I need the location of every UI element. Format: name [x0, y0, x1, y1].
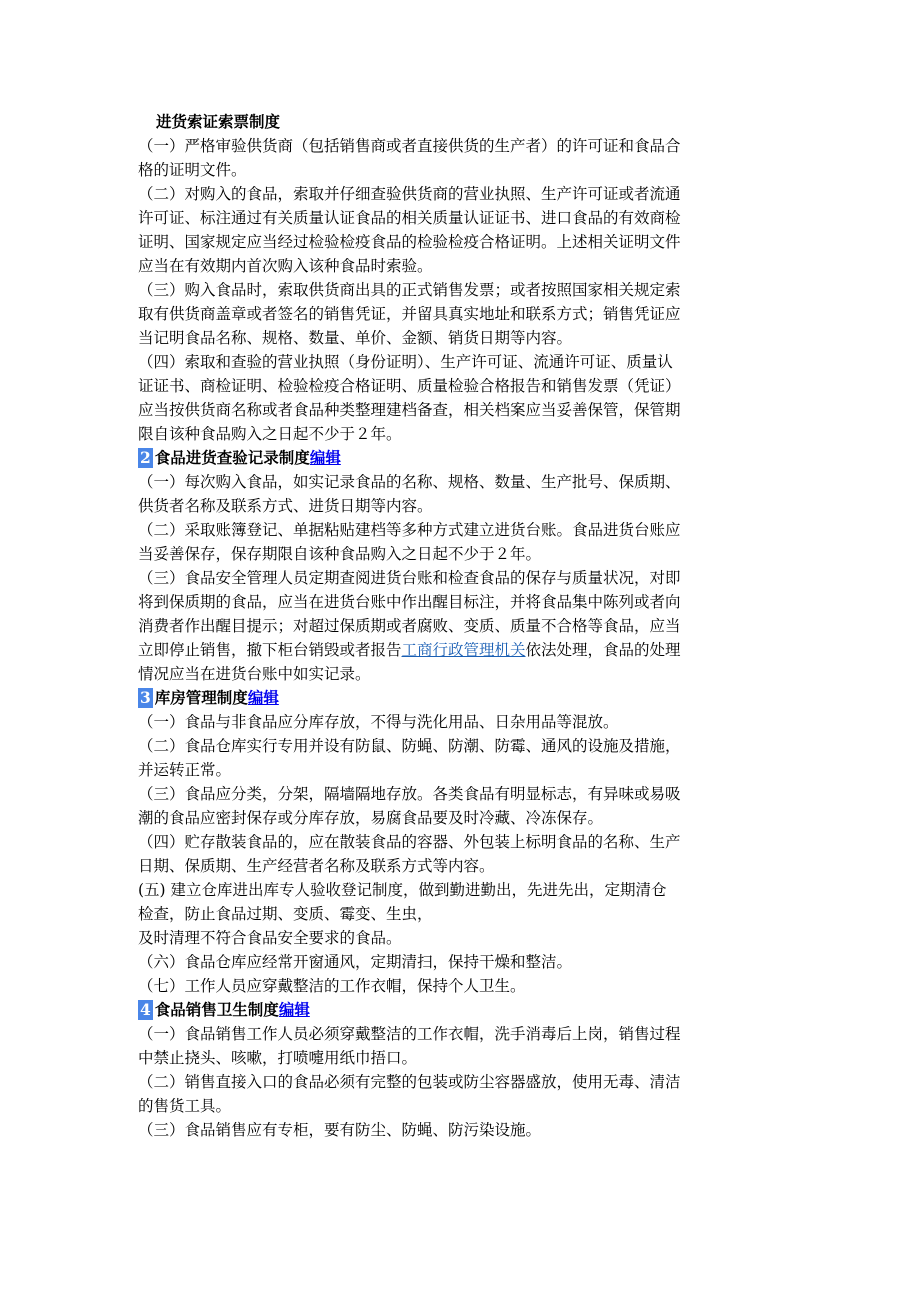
text-line: 检查，防止食品过期、变质、霉变、生虫，	[138, 905, 433, 923]
text-line: 证明、国家规定应当经过检验检疫食品的检验检疫合格证明。上述相关证明文件	[138, 233, 681, 251]
text-line: （三）食品销售应有专柜，要有防尘、防蝇、防污染设施。	[138, 1121, 542, 1139]
text-line: （一）严格审验供货商（包括销售商或者直接供货的生产者）的许可证和食品合	[138, 137, 681, 155]
text-segment: 依法处理，食品的处理	[525, 641, 681, 659]
text-line: 当记明食品名称、规格、数量、单价、金额、销货日期等内容。	[138, 329, 573, 347]
text-line: （四）索取和查验的营业执照（身份证明）、生产许可证、流通许可证、质量认	[138, 353, 673, 371]
document-body	[138, 110, 788, 1142]
text-line: （四）贮存散装食品的，应在散装食品的容器、外包装上标明食品的名称、生产	[138, 833, 681, 851]
text-line: 限自该种食品购入之日起不少于２年。	[138, 425, 402, 443]
doc-title: 进货索证索票制度	[156, 112, 281, 131]
section-number-badge: 4	[140, 1000, 151, 1019]
text-line: 日期、保质期、生产经营者名称及联系方式等内容。	[138, 857, 495, 875]
text-line: 及时清理不符合食品安全要求的食品。	[138, 929, 402, 947]
edit-link[interactable]: 编辑	[309, 448, 341, 467]
text-line: （二）食品仓库实行专用并设有防鼠、防蝇、防潮、防霉、通风的设施及措施，	[138, 737, 681, 755]
text-line: （一）每次购入食品，如实记录食品的名称、规格、数量、生产批号、保质期、	[138, 473, 681, 491]
text-line: （一）食品销售工作人员必须穿戴整洁的工作衣帽，洗手消毒后上岗，销售过程	[138, 1025, 681, 1043]
section-heading-3	[138, 686, 788, 710]
text-line: （二）对购入的食品，索取并仔细查验供货商的营业执照、生产许可证或者流通	[138, 185, 681, 203]
text-line: 消费者作出醒目提示；对超过保质期或者腐败、变质、质量不合格等食品，应当	[138, 617, 681, 635]
text-line: （三）食品安全管理人员定期查阅进货台账和检查食品的保存与质量状况，对即	[138, 569, 681, 587]
text-line: （三）食品应分类，分架，隔墙隔地存放。各类食品有明显标志，有异味或易吸	[138, 785, 681, 803]
section-heading-text: 食品销售卫生制度	[154, 1000, 279, 1019]
text-line: 许可证、标注通过有关质量认证食品的相关质量认证证书、进口食品的有效商检	[138, 209, 681, 227]
section-heading-text: 库房管理制度	[154, 688, 248, 707]
text-line: 当妥善保存，保存期限自该种食品购入之日起不少于２年。	[138, 545, 542, 563]
text-line: 格的证明文件。	[138, 161, 247, 179]
text-line: 应当按供货商名称或者食品种类整理建档备查，相关档案应当妥善保管，保管期	[138, 401, 681, 419]
text-line: （三）购入食品时，索取供货商出具的正式销售发票；或者按照国家相关规定索	[138, 281, 681, 299]
section-heading-2	[138, 446, 788, 470]
section-heading-4	[138, 998, 788, 1022]
text-line: 应当在有效期内首次购入该种食品时索验。	[138, 257, 433, 275]
text-line: 中禁止挠头、咳嗽，打喷嚏用纸巾捂口。	[138, 1049, 418, 1067]
text-line: 情况应当在进货台账中如实记录。	[138, 665, 371, 683]
text-line: （一）食品与非食品应分库存放，不得与洗化用品、日杂用品等混放。	[138, 713, 619, 731]
section-heading-text: 食品进货查验记录制度	[154, 448, 310, 467]
text-line: 取有供货商盖章或者签名的销售凭证，并留具真实地址和联系方式；销售凭证应	[138, 305, 681, 323]
text-line: （二）销售直接入口的食品必须有完整的包装或防尘容器盛放，使用无毒、清洁	[138, 1073, 681, 1091]
text-line: 的售货工具。	[138, 1097, 232, 1115]
text-line: (五) 建立仓库进出库专人验收登记制度，做到勤进勤出，先进先出，定期清仓	[138, 881, 667, 899]
section-number-badge: 3	[140, 688, 151, 707]
text-line-with-link	[138, 638, 788, 662]
text-line: 潮的食品应密封保存或分库存放，易腐食品要及时冷藏、冷冻保存。	[138, 809, 604, 827]
text-line: 供货者名称及联系方式、进货日期等内容。	[138, 497, 433, 515]
edit-link[interactable]: 编辑	[247, 688, 279, 707]
section-number-badge: 2	[140, 448, 151, 467]
text-segment: 立即停止销售，撤下柜台销毁或者报告	[138, 641, 402, 659]
edit-link[interactable]: 编辑	[278, 1000, 310, 1019]
text-line: （六）食品仓库应经常开窗通风，定期清扫，保持干燥和整洁。	[138, 953, 573, 971]
text-line: 证证书、商检证明、检验检疫合格证明、质量检验合格报告和销售发票（凭证）	[138, 377, 681, 395]
text-line: 并运转正常。	[138, 761, 232, 779]
agency-link[interactable]: 工商行政管理机关	[401, 641, 526, 659]
text-line: 将到保质期的食品，应当在进货台账中作出醒目标注，并将食品集中陈列或者向	[138, 593, 681, 611]
text-line: （七）工作人员应穿戴整洁的工作衣帽，保持个人卫生。	[138, 977, 526, 995]
text-line: （二）采取账簿登记、单据粘贴建档等多种方式建立进货台账。食品进货台账应	[138, 521, 681, 539]
